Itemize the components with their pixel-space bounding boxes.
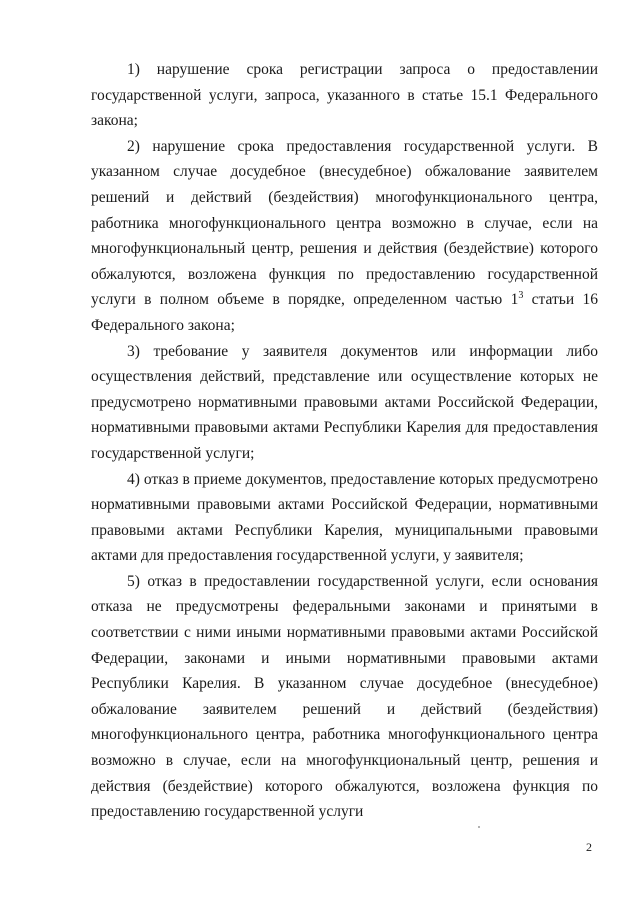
paragraph-item-2: 2) нарушение срока предоставления государственной услуги. В указанном случае досудебное (внесудебное) обжалование заявителем решений и действий (бездействия) многофункционального центра, работника многофункционального центра возможно в случае, если на многофункциональный центр, решения и действия (бездействие) которого обжалуются, возложена функция по предоставлению государственной услуги в полном объеме в порядке, определенном частью $1^3$ статьи 16 Федерального закона; (91, 137, 598, 334)
paragraph-item-5: 5) отказ в предоставлении государственной услуги, если основания отказа не предусмотрены федеральными законами и принятыми в соответствии с ними иными нормативными правовыми актами Российской Федерации, законами и иными нормативными правовыми актами Республики Карелия. В указанном случае досудебное (внесудебное) обжалование заявителем решений и действий (бездействия) многофункционального центра, работника многофункционального центра возможно в случае, если на многофункциональный центр, решения и действия (бездействие) которого обжалуются, возложена функция по предоставлению государственной услуги (91, 572, 598, 821)
document-body (91, 57, 598, 825)
page-number: 2 (586, 840, 592, 854)
paragraph-item-1: 1) нарушение срока регистрации запроса о предоставлении государственной услуги, запроса, указанного в статье 15.1 Федерального закона; (91, 61, 598, 130)
paragraph-item-4: 4) отказ в приеме документов, предоставление которых предусмотрено нормативными правовыми актами Российской Федерации, нормативными правовыми актами Республики Карелия, муниципальными правовыми актами для предоставления государственной услуги, у заявителя; (91, 470, 598, 565)
scan-speck (478, 826, 480, 828)
superscript-marker: 3 (518, 290, 524, 302)
paragraph-item-3: 3) требование у заявителя документов или информации либо осуществления действий, представление или осуществление которых не предусмотрено нормативными правовыми актами Российской Федерации, нормативными правовыми актами Республики Карелия для предоставления государственной услуги; (91, 342, 598, 462)
